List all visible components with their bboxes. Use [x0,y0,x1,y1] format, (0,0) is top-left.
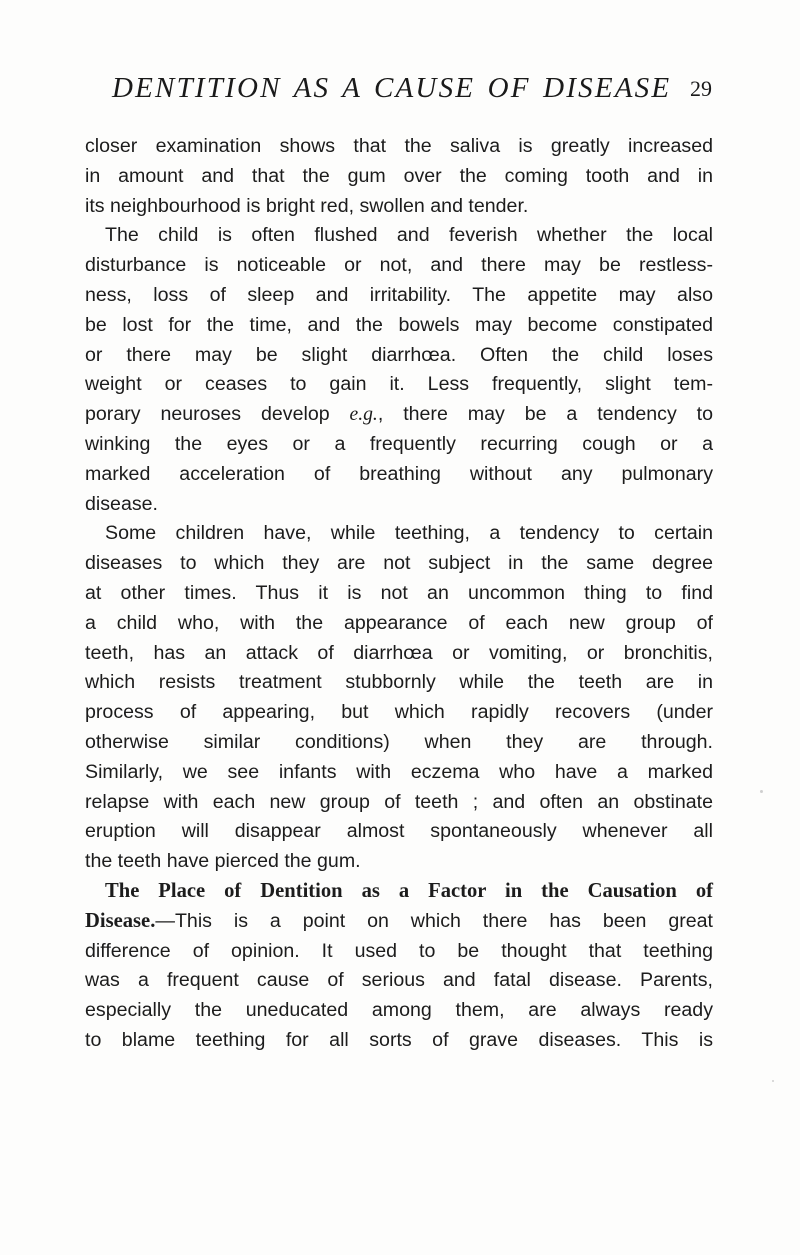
section-heading-run: Disease. [85,909,156,932]
text-line [85,132,713,162]
text-run: process of appearing, but which rapidly recovers (under [85,701,713,724]
text-line [85,1026,713,1056]
text-line [85,519,713,549]
text-run: was a frequent cause of serious and fatal disease. Parents, [85,969,713,992]
text-run: weight or ceases to gain it. Less frequently, slight tem- [85,373,713,396]
text-line [85,400,713,430]
text-line [85,907,713,937]
text-line [85,877,713,907]
text-run: eruption will disappear almost spontaneously whenever all [85,820,713,843]
text-line [85,639,713,669]
text-run: otherwise similar conditions) when they are through. [85,730,713,753]
text-run: marked acceleration of breathing without any pulmonary [85,462,713,485]
running-title: DENTITION AS A CAUSE OF DISEASE [112,72,672,104]
page-number: 29 [690,76,712,101]
text-run: diseases to which they are not subject in the same degree [85,552,713,575]
text-line [85,698,713,728]
text-run: at other times. Thus it is not an uncommon thing to find [85,581,713,604]
text-line [85,311,713,341]
text-line [85,460,713,490]
text-run: the teeth have pierced the gum. [85,850,361,873]
text-line [85,996,713,1026]
text-run: or there may be slight diarrhœa. Often the child loses [85,343,713,366]
text-line [85,847,713,877]
text-line [85,430,713,460]
text-line [85,728,713,758]
text-line [85,341,713,371]
text-run: in amount and that the gum over the coming tooth and in [85,164,713,187]
text-run: difference of opinion. It used to be thought that teething [85,939,713,962]
text-line [85,937,713,967]
text-line [85,370,713,400]
text-run: Similarly, we see infants with eczema who have a marked [85,760,713,783]
text-run: teeth, has an attack of diarrhœa or vomiting, or bronchitis, [85,641,713,664]
text-run: Some children have, while teething, a tendency to certain [105,522,713,545]
text-run: its neighbourhood is bright red, swollen and tender. [85,194,529,217]
body-text [85,132,713,1056]
text-run: closer examination shows that the saliva is greatly increased [85,135,713,157]
text-run: The child is often flushed and feverish whether the local [105,224,713,247]
paper-speck [772,1080,774,1082]
text-run: , there may be a tendency to [377,403,713,426]
italic-run: e.g. [349,404,378,426]
text-line [85,192,713,222]
text-line [85,162,713,192]
text-run: disturbance is noticeable or not, and there may be restless- [85,254,713,277]
text-line [85,609,713,639]
text-line [85,758,713,788]
text-line [85,490,713,520]
text-line [85,788,713,818]
text-line [85,966,713,996]
text-line [85,668,713,698]
text-run: disease. [85,492,158,515]
text-line [85,221,713,251]
text-run: relapse with each new group of teeth ; and often an obstinate [85,790,713,813]
text-run: winking the eyes or a frequently recurring cough or a [85,432,713,455]
text-run: porary neuroses develop [85,403,350,426]
text-line [85,817,713,847]
text-run: a child who, with the appearance of each new group of [85,611,713,634]
text-run: to blame teething for all sorts of grave diseases. This is [85,1028,713,1051]
paper-speck [760,790,763,793]
text-run: which resists treatment stubbornly while the teeth are in [85,671,713,694]
text-run: —This is a point on which there has been great [155,909,713,932]
text-run: ness, loss of sleep and irritability. The appetite may also [85,283,713,306]
text-line [85,281,713,311]
text-line [85,579,713,609]
text-line [85,549,713,579]
running-head [112,72,712,112]
text-run: especially the uneducated among them, are always ready [85,999,713,1022]
text-line [85,251,713,281]
section-heading-run: The Place of Dentition as a Factor in the Causation of [105,879,713,902]
text-run: be lost for the time, and the bowels may become constipated [85,313,713,336]
